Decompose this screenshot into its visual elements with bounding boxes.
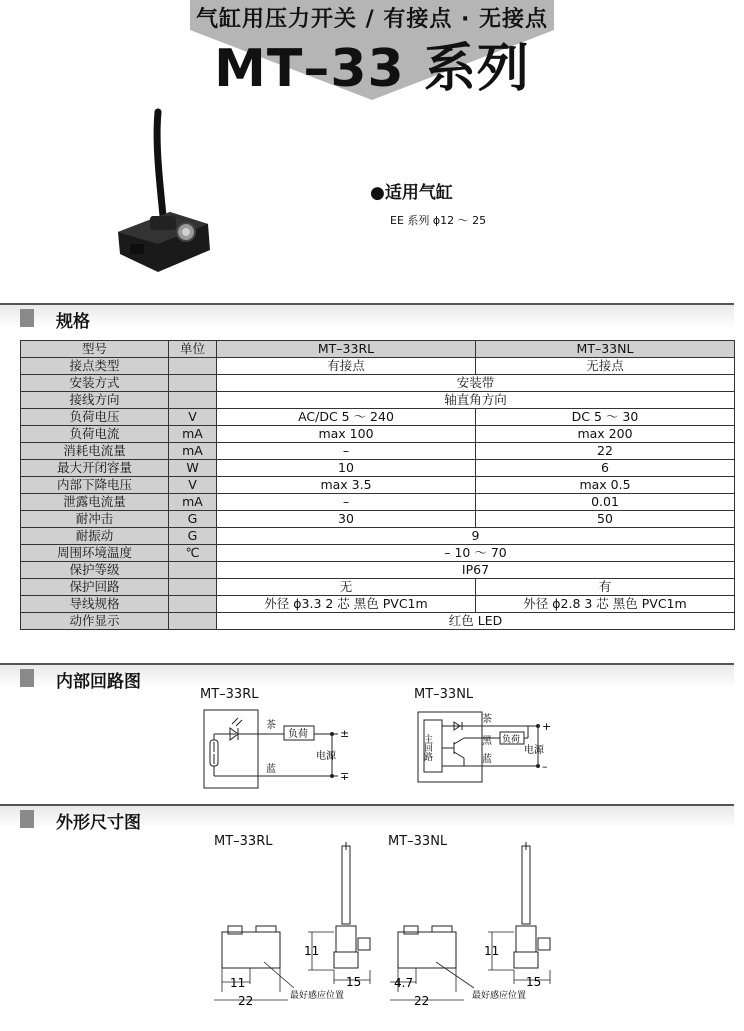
table-row	[21, 375, 735, 392]
header-unit: 单位	[169, 341, 217, 358]
row-label: 消耗电流量	[21, 443, 169, 460]
row-value-rl: 无	[217, 579, 476, 596]
table-row	[21, 443, 735, 460]
width-side-label: 15	[346, 975, 362, 989]
row-unit	[169, 562, 217, 579]
section-header-circuit	[0, 663, 734, 692]
row-value-nl: 6	[476, 460, 735, 477]
circuit-nl-model-label: MT–33NL	[414, 687, 474, 702]
table-row	[21, 596, 735, 613]
load-label: 负荷	[502, 735, 521, 745]
width-a-label: 11	[230, 976, 246, 990]
section-header-spec	[0, 303, 734, 332]
table-row	[21, 562, 735, 579]
row-value-nl: 外径 ϕ2.8 3 芯 黑色 PVC1m	[476, 596, 735, 613]
row-value-merged: 红色 LED	[217, 613, 735, 630]
minus-label: ∓	[340, 770, 350, 783]
dimension-drawing-nl	[376, 842, 566, 1012]
row-label: 接线方向	[21, 392, 169, 409]
main-circuit-label: 主回路	[422, 734, 432, 761]
wire-brown-label: 茶	[482, 714, 492, 725]
row-value-rl: 10	[217, 460, 476, 477]
row-label: 导线规格	[21, 596, 169, 613]
width-total-label: 22	[238, 994, 254, 1008]
row-value-rl: –	[217, 443, 476, 460]
row-label: 接点类型	[21, 358, 169, 375]
table-row	[21, 494, 735, 511]
applicable-cylinder-heading: ●适用气缸	[370, 183, 453, 203]
row-value-rl: AC/DC 5 ～ 240	[217, 409, 476, 426]
header-rl: MT–33RL	[217, 341, 476, 358]
row-unit	[169, 358, 217, 375]
table-row	[21, 613, 735, 630]
table-row	[21, 511, 735, 528]
row-label: 周围环境温度	[21, 545, 169, 562]
section-marker	[20, 810, 34, 828]
row-unit	[169, 375, 217, 392]
header-model: 型号	[21, 341, 169, 358]
row-label: 安装方式	[21, 375, 169, 392]
row-label: 耐振动	[21, 528, 169, 545]
row-unit	[169, 392, 217, 409]
row-unit: mA	[169, 426, 217, 443]
section-title-circuit: 内部回路图	[56, 672, 141, 692]
load-label: 负荷	[288, 729, 308, 740]
row-label: 保护回路	[21, 579, 169, 596]
row-value-merged: – 10 ～ 70	[217, 545, 735, 562]
wire-black-label: 黑	[482, 736, 492, 747]
table-row	[21, 545, 735, 562]
wire-brown-label: 茶	[266, 720, 276, 731]
width-side-label: 15	[526, 975, 542, 989]
page-subtitle: 气缸用压力开关 / 有接点 · 无接点	[195, 7, 549, 32]
row-unit	[169, 613, 217, 630]
header-nl: MT–33NL	[476, 341, 735, 358]
plus-label: +	[542, 720, 552, 733]
row-unit: V	[169, 477, 217, 494]
row-value-rl: max 3.5	[217, 477, 476, 494]
row-unit: V	[169, 409, 217, 426]
row-label: 动作显示	[21, 613, 169, 630]
table-row	[21, 528, 735, 545]
table-row	[21, 460, 735, 477]
row-value-rl: 外径 ϕ3.3 2 芯 黑色 PVC1m	[217, 596, 476, 613]
section-header-dimensions	[0, 804, 734, 833]
table-row	[21, 579, 735, 596]
dim-nl-model-label: MT–33NL	[388, 834, 448, 849]
sensing-note: 最好感应位置	[472, 991, 527, 1001]
dim-rl-model-label: MT–33RL	[214, 834, 273, 849]
row-unit	[169, 596, 217, 613]
row-value-nl: 有	[476, 579, 735, 596]
row-unit: G	[169, 511, 217, 528]
section-marker	[20, 309, 34, 327]
applicable-cylinder-series: EE 系列 ϕ12 ～ 25	[390, 214, 487, 227]
row-label: 内部下降电压	[21, 477, 169, 494]
row-value-merged: 轴直角方向	[217, 392, 735, 409]
spec-table	[20, 340, 735, 630]
row-label: 泄露电流量	[21, 494, 169, 511]
power-label: 电源	[524, 745, 544, 756]
product-photo	[100, 104, 230, 284]
row-value-rl: 30	[217, 511, 476, 528]
row-label: 最大开闭容量	[21, 460, 169, 477]
page-title: MT–33 系列	[214, 39, 530, 99]
minus-label: –	[542, 760, 548, 773]
row-label: 耐冲击	[21, 511, 169, 528]
row-value-rl: 有接点	[217, 358, 476, 375]
row-label: 保护等级	[21, 562, 169, 579]
section-title-spec: 规格	[56, 312, 90, 332]
height-label: 11	[304, 944, 320, 958]
row-unit: W	[169, 460, 217, 477]
width-total-label: 22	[414, 994, 430, 1008]
table-row	[21, 409, 735, 426]
circuit-rl-model-label: MT–33RL	[200, 687, 259, 702]
row-unit: G	[169, 528, 217, 545]
plus-label: ±	[340, 727, 350, 740]
row-unit: mA	[169, 443, 217, 460]
dimension-drawing-rl	[200, 842, 380, 1012]
row-value-nl: DC 5 ～ 30	[476, 409, 735, 426]
row-label: 负荷电压	[21, 409, 169, 426]
wire-blue-label: 蓝	[482, 754, 492, 765]
section-title-dimensions: 外形尺寸图	[56, 813, 141, 833]
row-value-nl: 22	[476, 443, 735, 460]
row-value-merged: 安装带	[217, 375, 735, 392]
row-value-nl: 无接点	[476, 358, 735, 375]
table-row	[21, 358, 735, 375]
row-value-merged: IP67	[217, 562, 735, 579]
spec-table-header-row	[21, 341, 735, 358]
table-row	[21, 426, 735, 443]
table-row	[21, 477, 735, 494]
row-value-rl: –	[217, 494, 476, 511]
row-value-nl: 50	[476, 511, 735, 528]
row-value-nl: max 0.5	[476, 477, 735, 494]
section-marker	[20, 669, 34, 687]
row-unit	[169, 579, 217, 596]
table-row	[21, 392, 735, 409]
circuit-diagram-nl	[410, 704, 570, 790]
row-label: 负荷电流	[21, 426, 169, 443]
width-a-label: 4.7	[394, 976, 414, 990]
row-value-merged: 9	[217, 528, 735, 545]
height-label: 11	[484, 944, 500, 958]
row-unit: ℃	[169, 545, 217, 562]
row-unit: mA	[169, 494, 217, 511]
row-value-nl: max 200	[476, 426, 735, 443]
row-value-nl: 0.01	[476, 494, 735, 511]
wire-blue-label: 蓝	[266, 764, 276, 775]
circuit-diagram-rl	[196, 704, 386, 794]
row-value-rl: max 100	[217, 426, 476, 443]
sensing-note: 最好感应位置	[290, 991, 345, 1001]
power-label: 电源	[316, 751, 336, 762]
